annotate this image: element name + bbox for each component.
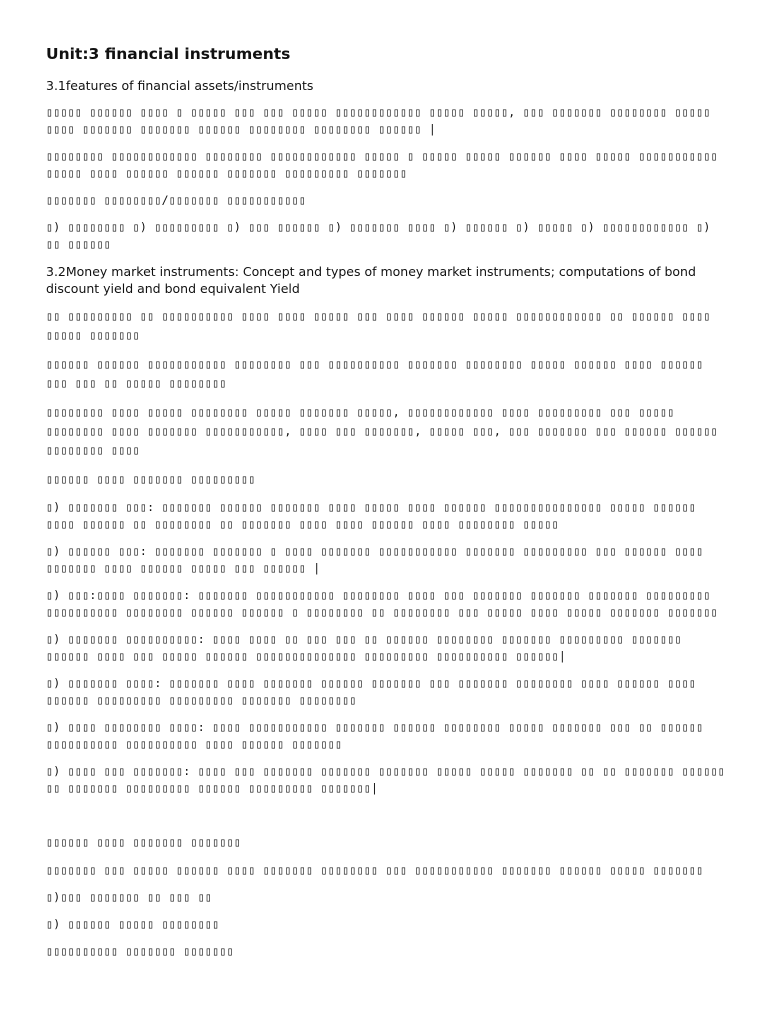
spacer — [46, 807, 728, 833]
list-item: ▯) ▯▯▯▯▯▯ ▯▯▯▯▯ ▯▯▯▯▯▯▯▯ — [46, 917, 220, 931]
paragraph: ▯▯▯▯▯▯▯ ▯▯▯▯▯▯▯▯/▯▯▯▯▯▯▯ ▯▯▯▯▯▯▯▯▯▯▯ — [46, 193, 307, 207]
list-item: ▯) ▯▯▯▯ ▯▯▯▯▯▯▯▯ ▯▯▯▯: ▯▯▯▯ ▯▯▯▯▯▯▯▯▯▯▯ ▯▯▯▯▯▯▯ ▯▯▯▯▯▯ ▯▯▯▯▯▯▯▯ ▯▯▯▯▯ ▯▯▯▯▯▯▯ ▯▯▯ ▯▯ ▯▯▯▯▯▯ ▯▯▯▯▯▯▯▯▯▯ ▯▯▯▯▯▯▯▯▯▯ ▯▯▯▯ ▯▯▯▯▯▯ ▯▯▯▯▯▯▯ — [46, 720, 704, 751]
feature-list: ▯) ▯▯▯▯▯▯▯▯ ▯) ▯▯▯▯▯▯▯▯▯ ▯) ▯▯▯ ▯▯▯▯▯▯ ▯) ▯▯▯▯▯▯▯ ▯▯▯▯ ▯) ▯▯▯▯▯▯ ▯) ▯▯▯▯▯ ▯) ▯▯▯▯▯▯▯▯▯▯▯▯ ▯) ▯▯ ▯▯▯▯▯▯ — [46, 220, 711, 251]
section-heading-3-1: 3.1features of financial assets/instruments — [46, 78, 314, 93]
section-heading-3-2: 3.2Money market instruments: Concept and types of money market instruments; computations of bond discount yield and bond equivalent Yield — [46, 264, 696, 296]
list-item: ▯) ▯▯▯▯ ▯▯▯ ▯▯▯▯▯▯▯: ▯▯▯▯ ▯▯▯ ▯▯▯▯▯▯▯ ▯▯▯▯▯▯▯ ▯▯▯▯▯▯▯ ▯▯▯▯▯ ▯▯▯▯▯ ▯▯▯▯▯▯▯ ▯▯ ▯▯ ▯▯▯▯▯▯▯ ▯▯▯▯▯▯ ▯▯ ▯▯▯▯▯▯▯ ▯▯▯▯▯▯▯▯▯ ▯▯▯▯▯▯ ▯▯▯▯▯▯▯▯▯ ▯▯▯▯▯▯▯| — [46, 764, 726, 795]
list-item: ▯) ▯▯▯▯▯▯▯ ▯▯▯▯: ▯▯▯▯▯▯▯ ▯▯▯▯ ▯▯▯▯▯▯▯ ▯▯▯▯▯▯ ▯▯▯▯▯▯▯ ▯▯▯ ▯▯▯▯▯▯▯ ▯▯▯▯▯▯▯▯ ▯▯▯▯ ▯▯▯▯▯▯ ▯▯▯▯ ▯▯▯▯▯▯ ▯▯▯▯▯▯▯▯▯ ▯▯▯▯▯▯▯▯▯ ▯▯▯▯▯▯▯ ▯▯▯▯▯▯▯▯ — [46, 676, 697, 707]
list-item: ▯) ▯▯▯▯▯▯▯ ▯▯▯▯▯▯▯▯▯▯: ▯▯▯▯ ▯▯▯▯ ▯▯ ▯▯▯ ▯▯▯ ▯▯ ▯▯▯▯▯▯ ▯▯▯▯▯▯▯▯ ▯▯▯▯▯▯▯ ▯▯▯▯▯▯▯▯▯ ▯▯▯▯▯▯▯ ▯▯▯▯▯▯ ▯▯▯▯ ▯▯▯ ▯▯▯▯▯ ▯▯▯▯▯▯ ▯▯▯▯▯▯▯▯▯▯▯▯▯▯ ▯▯▯▯▯▯▯▯▯ ▯▯▯▯▯▯▯▯▯▯ ▯▯▯▯▯▯| — [46, 632, 682, 663]
paragraph: ▯▯▯▯▯▯ ▯▯▯▯▯▯ ▯▯▯▯▯▯▯▯▯▯▯ ▯▯▯▯▯▯▯▯ ▯▯▯ ▯▯▯▯▯▯▯▯▯▯ ▯▯▯▯▯▯▯ ▯▯▯▯▯▯▯▯ ▯▯▯▯▯ ▯▯▯▯▯▯ ▯▯▯▯ ▯▯▯▯▯▯ ▯▯▯ ▯▯▯ ▯▯ ▯▯▯▯▯ ▯▯▯▯▯▯▯▯ — [46, 357, 704, 390]
paragraph: ▯▯ ▯▯▯▯▯▯▯▯▯ ▯▯ ▯▯▯▯▯▯▯▯▯▯ ▯▯▯▯ ▯▯▯▯ ▯▯▯▯▯ ▯▯▯ ▯▯▯▯ ▯▯▯▯▯▯ ▯▯▯▯▯ ▯▯▯▯▯▯▯▯▯▯▯▯ ▯▯ ▯▯▯▯▯▯ ▯▯▯▯ ▯▯▯▯▯ ▯▯▯▯▯▯▯ — [46, 309, 711, 342]
subheading: ▯▯▯▯▯▯ ▯▯▯▯ ▯▯▯▯▯▯▯ ▯▯▯▯▯▯▯▯▯ — [46, 472, 256, 486]
list-item: ▯)▯▯▯ ▯▯▯▯▯▯▯ ▯▯ ▯▯▯ ▯▯ — [46, 890, 213, 904]
paragraph: ▯▯▯▯▯▯▯▯ ▯▯▯▯ ▯▯▯▯▯ ▯▯▯▯▯▯▯▯ ▯▯▯▯▯ ▯▯▯▯▯▯▯ ▯▯▯▯▯, ▯▯▯▯▯▯▯▯▯▯▯▯ ▯▯▯▯ ▯▯▯▯▯▯▯▯▯ ▯▯▯ ▯▯▯▯▯ ▯▯▯▯▯▯▯▯ ▯▯▯▯ ▯▯▯▯▯▯▯ ▯▯▯▯▯▯▯▯▯▯▯, ▯▯▯▯ ▯▯▯ ▯▯▯▯▯▯▯, ▯▯▯▯▯ ▯▯▯, ▯▯▯ ▯▯▯▯▯▯▯ ▯▯▯ ▯▯▯▯▯▯ ▯▯▯▯▯▯ ▯▯▯▯▯▯▯▯ ▯▯▯▯ — [46, 405, 718, 457]
list-item: ▯) ▯▯▯:▯▯▯▯ ▯▯▯▯▯▯▯: ▯▯▯▯▯▯▯ ▯▯▯▯▯▯▯▯▯▯▯ ▯▯▯▯▯▯▯▯ ▯▯▯▯ ▯▯▯ ▯▯▯▯▯▯▯ ▯▯▯▯▯▯▯ ▯▯▯▯▯▯▯ ▯▯▯▯▯▯▯▯▯ ▯▯▯▯▯▯▯▯▯▯ ▯▯▯▯▯▯▯▯ ▯▯▯▯▯▯ ▯▯▯▯▯▯ ▯ ▯▯▯▯▯▯▯▯ ▯▯ ▯▯▯▯▯▯▯▯ ▯▯▯ ▯▯▯▯▯ ▯▯▯▯ ▯▯▯▯▯ ▯▯▯▯▯▯▯ ▯▯▯▯▯▯▯ — [46, 588, 718, 619]
paragraph: ▯▯▯▯▯▯▯ ▯▯▯ ▯▯▯▯▯ ▯▯▯▯▯▯ ▯▯▯▯ ▯▯▯▯▯▯▯ ▯▯▯▯▯▯▯▯ ▯▯▯ ▯▯▯▯▯▯▯▯▯▯▯ ▯▯▯▯▯▯▯ ▯▯▯▯▯▯ ▯▯▯▯▯ ▯▯▯▯▯▯▯ — [46, 863, 704, 877]
paragraph: ▯▯▯▯▯▯▯▯▯▯ ▯▯▯▯▯▯▯ ▯▯▯▯▯▯▯ — [46, 944, 234, 958]
paragraph: ▯▯▯▯▯ ▯▯▯▯▯▯ ▯▯▯▯ ▯ ▯▯▯▯▯ ▯▯▯ ▯▯▯ ▯▯▯▯▯ ▯▯▯▯▯▯▯▯▯▯▯▯ ▯▯▯▯▯ ▯▯▯▯▯, ▯▯▯ ▯▯▯▯▯▯▯ ▯▯▯▯▯▯▯▯ ▯▯▯▯▯ ▯▯▯▯ ▯▯▯▯▯▯▯ ▯▯▯▯▯▯▯ ▯▯▯▯▯▯ ▯▯▯▯▯▯▯▯ ▯▯▯▯▯▯▯▯ ▯▯▯▯▯▯ | — [46, 105, 711, 136]
list-item: ▯) ▯▯▯▯▯▯ ▯▯▯: ▯▯▯▯▯▯▯ ▯▯▯▯▯▯▯ ▯ ▯▯▯▯ ▯▯▯▯▯▯▯ ▯▯▯▯▯▯▯▯▯▯▯ ▯▯▯▯▯▯▯ ▯▯▯▯▯▯▯▯▯ ▯▯▯ ▯▯▯▯▯▯ ▯▯▯▯ ▯▯▯▯▯▯▯ ▯▯▯▯ ▯▯▯▯▯▯ ▯▯▯▯▯ ▯▯▯ ▯▯▯▯▯▯ | — [46, 544, 704, 575]
document-title: Unit:3 financial instruments — [46, 45, 291, 63]
paragraph: ▯▯▯▯▯▯▯▯ ▯▯▯▯▯▯▯▯▯▯▯▯ ▯▯▯▯▯▯▯▯ ▯▯▯▯▯▯▯▯▯▯▯▯ ▯▯▯▯▯ ▯ ▯▯▯▯▯ ▯▯▯▯▯ ▯▯▯▯▯▯ ▯▯▯▯ ▯▯▯▯▯ ▯▯▯▯▯▯▯▯▯▯▯ ▯▯▯▯▯ ▯▯▯▯ ▯▯▯▯▯▯ ▯▯▯▯▯▯ ▯▯▯▯▯▯▯ ▯▯▯▯▯▯▯▯▯ ▯▯▯▯▯▯▯ — [46, 149, 718, 180]
list-item: ▯) ▯▯▯▯▯▯▯ ▯▯▯: ▯▯▯▯▯▯▯ ▯▯▯▯▯▯ ▯▯▯▯▯▯▯ ▯▯▯▯ ▯▯▯▯▯ ▯▯▯▯ ▯▯▯▯▯▯ ▯▯▯▯▯▯▯▯▯▯▯▯▯▯▯ ▯▯▯▯▯ ▯▯▯▯▯▯ ▯▯▯▯ ▯▯▯▯▯▯ ▯▯ ▯▯▯▯▯▯▯▯ ▯▯ ▯▯▯▯▯▯▯ ▯▯▯▯ ▯▯▯▯ ▯▯▯▯▯▯ ▯▯▯▯ ▯▯▯▯▯▯▯▯ ▯▯▯▯▯ — [46, 500, 697, 531]
subheading: ▯▯▯▯▯▯ ▯▯▯▯ ▯▯▯▯▯▯▯ ▯▯▯▯▯▯▯ — [46, 835, 242, 849]
